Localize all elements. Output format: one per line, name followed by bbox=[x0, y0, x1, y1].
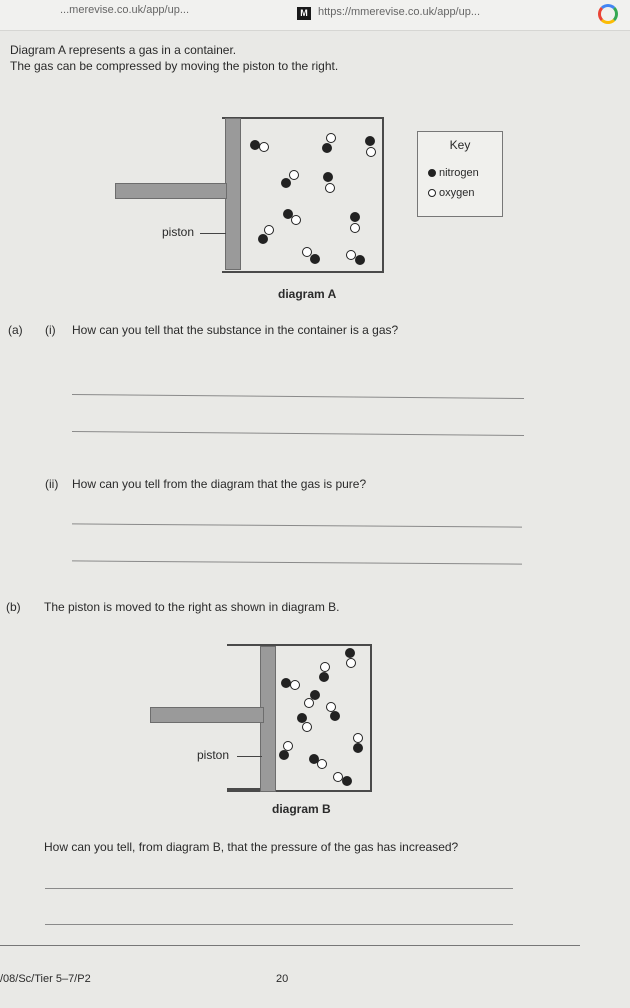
nitrogen-molecule bbox=[258, 234, 268, 244]
oxygen-molecule bbox=[326, 133, 336, 143]
nitrogen-molecule bbox=[330, 711, 340, 721]
piston-plate-a bbox=[225, 118, 241, 270]
browser-tab-left[interactable]: ...merevise.co.uk/app/up... bbox=[60, 4, 190, 16]
key-row-oxygen bbox=[428, 187, 474, 199]
nitrogen-molecule bbox=[323, 172, 333, 182]
question-a-label: (a) bbox=[8, 323, 23, 337]
piston-leader-b bbox=[237, 756, 262, 757]
nitrogen-molecule bbox=[355, 255, 365, 265]
oxygen-molecule bbox=[350, 223, 360, 233]
answer-line[interactable] bbox=[72, 560, 522, 564]
piston-rod-a bbox=[115, 183, 227, 199]
oxygen-molecule bbox=[259, 142, 269, 152]
footer-code: /08/Sc/Tier 5–7/P2 bbox=[0, 973, 91, 985]
answer-line[interactable] bbox=[72, 431, 524, 436]
key-oxygen-label: oxygen bbox=[439, 187, 475, 199]
piston-label-b: piston bbox=[197, 748, 230, 762]
oxygen-dot-icon bbox=[428, 189, 436, 197]
piston-rod-b bbox=[150, 707, 264, 723]
nitrogen-dot-icon bbox=[428, 169, 436, 177]
question-a-ii-label: (ii) bbox=[45, 477, 59, 491]
oxygen-molecule bbox=[302, 722, 312, 732]
answer-line[interactable] bbox=[45, 888, 513, 889]
nitrogen-molecule bbox=[350, 212, 360, 222]
container-b-bottom bbox=[227, 788, 262, 790]
oxygen-molecule bbox=[304, 698, 314, 708]
nitrogen-molecule bbox=[322, 143, 332, 153]
piston-label-a: piston bbox=[162, 225, 195, 239]
question-b-label: (b) bbox=[6, 600, 21, 614]
nitrogen-molecule bbox=[345, 648, 355, 658]
footer-rule bbox=[0, 945, 580, 946]
browser-tab-url[interactable]: https://mmerevise.co.uk/app/up... bbox=[318, 6, 481, 18]
diagram-b-caption: diagram B bbox=[272, 802, 331, 816]
google-icon[interactable] bbox=[598, 4, 618, 24]
nitrogen-molecule bbox=[353, 743, 363, 753]
browser-bar bbox=[0, 0, 630, 31]
answer-line[interactable] bbox=[72, 394, 524, 399]
oxygen-molecule bbox=[346, 658, 356, 668]
oxygen-molecule bbox=[353, 733, 363, 743]
answer-line[interactable] bbox=[72, 523, 522, 527]
nitrogen-molecule bbox=[319, 672, 329, 682]
nitrogen-molecule bbox=[365, 136, 375, 146]
oxygen-molecule bbox=[291, 215, 301, 225]
oxygen-molecule bbox=[325, 183, 335, 193]
key-title: Key bbox=[449, 138, 471, 152]
site-favicon-icon: M bbox=[297, 7, 311, 20]
piston-leader-a bbox=[200, 233, 226, 234]
key-nitrogen-label: nitrogen bbox=[439, 167, 479, 179]
page-number: 20 bbox=[276, 973, 289, 985]
question-a-ii-text: How can you tell from the diagram that the gas is pure? bbox=[72, 477, 367, 491]
nitrogen-molecule bbox=[279, 750, 289, 760]
nitrogen-molecule bbox=[342, 776, 352, 786]
oxygen-molecule bbox=[320, 662, 330, 672]
oxygen-molecule bbox=[290, 680, 300, 690]
nitrogen-molecule bbox=[310, 254, 320, 264]
oxygen-molecule bbox=[289, 170, 299, 180]
answer-line[interactable] bbox=[45, 924, 513, 925]
nitrogen-molecule bbox=[281, 178, 291, 188]
oxygen-molecule bbox=[264, 225, 274, 235]
key-box bbox=[417, 131, 503, 217]
question-a-i-text: How can you tell that the substance in the container is a gas? bbox=[72, 323, 399, 337]
question-a-i-label: (i) bbox=[45, 323, 56, 337]
key-row-nitrogen bbox=[428, 167, 479, 179]
oxygen-molecule bbox=[317, 759, 327, 769]
diagram-a-caption: diagram A bbox=[278, 287, 337, 301]
question-b-text: The piston is moved to the right as shown in diagram B. bbox=[44, 600, 340, 614]
intro-line-1: Diagram A represents a gas in a container. bbox=[10, 43, 237, 57]
question-b-text-2: How can you tell, from diagram B, that the pressure of the gas has increased? bbox=[44, 840, 459, 854]
oxygen-molecule bbox=[366, 147, 376, 157]
intro-line-2: The gas can be compressed by moving the piston to the right. bbox=[10, 59, 339, 73]
